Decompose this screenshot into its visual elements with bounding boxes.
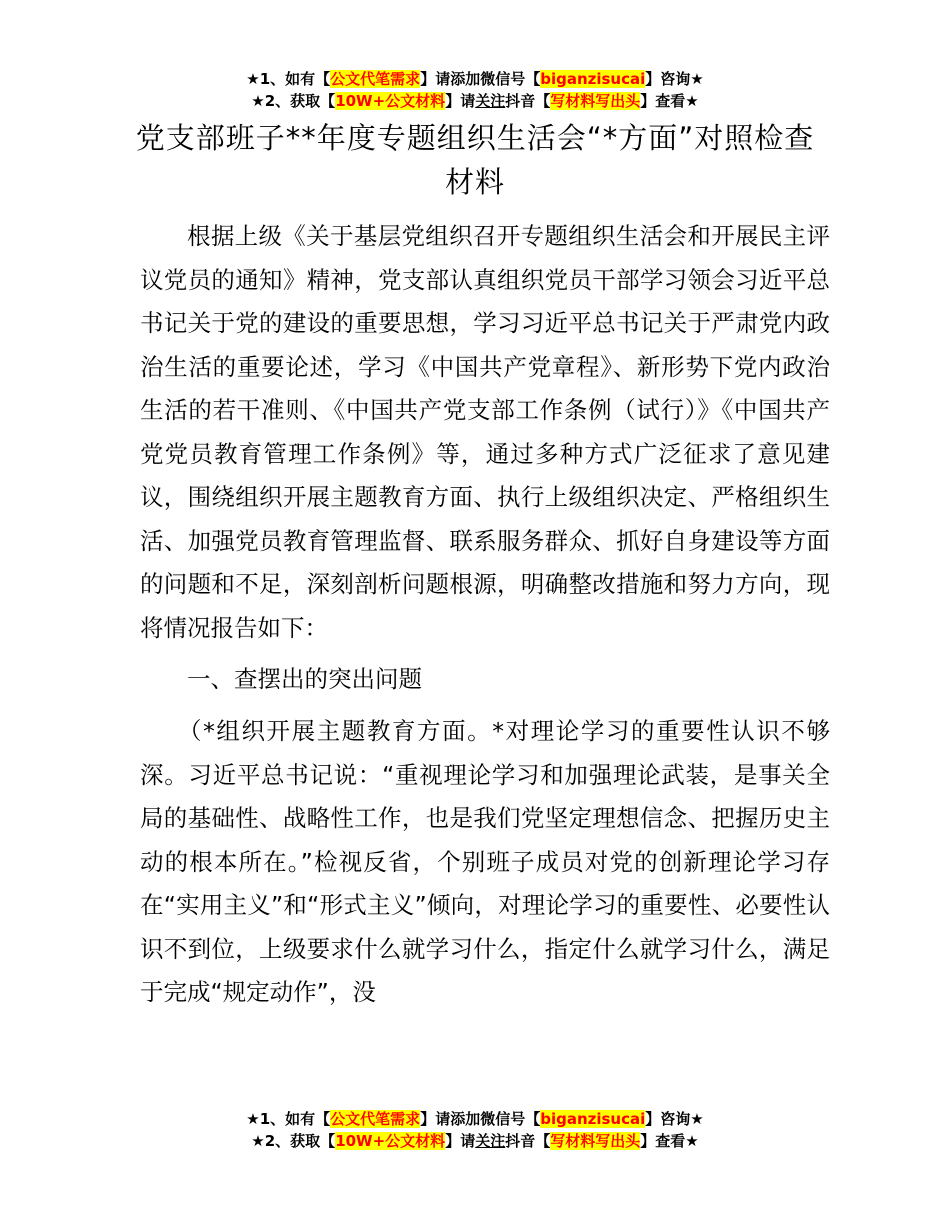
- banner-text: 】查看★: [640, 92, 699, 110]
- banner-text: 】查看★: [640, 1132, 699, 1150]
- banner-underline: 关注: [475, 1132, 506, 1150]
- banner-line-1: [0, 1108, 950, 1130]
- footer-banner: [0, 1108, 950, 1152]
- banner-text: 】请: [445, 92, 476, 110]
- banner-highlight: 写材料写出头: [550, 1132, 641, 1150]
- banner-highlight: biganzisucai: [540, 70, 646, 88]
- banner-highlight: 10W+公文材料: [335, 1132, 446, 1150]
- banner-text: 】请添加微信号【: [420, 70, 541, 88]
- banner-text: ★1、如有【: [246, 1110, 331, 1128]
- banner-text: 抖音【: [505, 92, 551, 110]
- banner-text: ★2、获取【: [251, 92, 336, 110]
- banner-highlight: 10W+公文材料: [335, 92, 446, 110]
- banner-text: 】咨询★: [645, 70, 704, 88]
- banner-text: 抖音【: [505, 1132, 551, 1150]
- banner-highlight: biganzisucai: [540, 1110, 646, 1128]
- banner-line-2: [0, 90, 950, 112]
- paragraph-problem: （*组织开展主题教育方面。*对理论学习的重要性认识不够深。习近平总书记说：“重视理论学习和加强理论武装，是事关全局的基础性、战略性工作，也是我们党坚定理想信念、把握历史主动的根本所在。”检视反省，个别班子成员对党的创新理论学习存在“实用主义”和“形式主义”倾向，对理论学习的重要性、必要性认识不到位，上级要求什么就学习什么，指定什么就学习什么，满足于完成“规定动作”，没: [140, 717, 830, 1006]
- document-title: 党支部班子**年度专题组织生活会“*方面”对照检查材料: [135, 121, 815, 199]
- banner-text: 】请添加微信号【: [420, 1110, 541, 1128]
- banner-text: ★2、获取【: [251, 1132, 336, 1150]
- header-banner: [0, 68, 950, 112]
- section-heading: 一、查摆出的突出问题: [187, 665, 422, 693]
- banner-underline: 关注: [475, 92, 506, 110]
- banner-highlight: 公文代笔需求: [330, 1110, 421, 1128]
- banner-line-2: [0, 1130, 950, 1152]
- banner-text: ★1、如有【: [246, 70, 331, 88]
- banner-text: 】请: [445, 1132, 476, 1150]
- banner-highlight: 写材料写出头: [550, 92, 641, 110]
- banner-text: 】咨询★: [645, 1110, 704, 1128]
- banner-line-1: [0, 68, 950, 90]
- banner-highlight: 公文代笔需求: [330, 70, 421, 88]
- paragraph-intro: 根据上级《关于基层党组织召开专题组织生活会和开展民主评议党员的通知》精神，党支部认真组织党员干部学习领会习近平总书记关于党的建设的重要思想，学习习近平总书记关于严肃党内政治生活的重要论述，学习《中国共产党章程》、新形势下党内政治生活的若干准则、《中国共产党支部工作条例（试行）》《中国共产党党员教育管理工作条例》等，通过多种方式广泛征求了意见建议，围绕组织开展主题教育方面、执行上级组织决定、严格组织生活、加强党员教育管理监督、联系服务群众、抓好自身建设等方面的问题和不足，深刻剖析问题根源，明确整改措施和努力方向，现将情况报告如下：: [140, 222, 830, 642]
